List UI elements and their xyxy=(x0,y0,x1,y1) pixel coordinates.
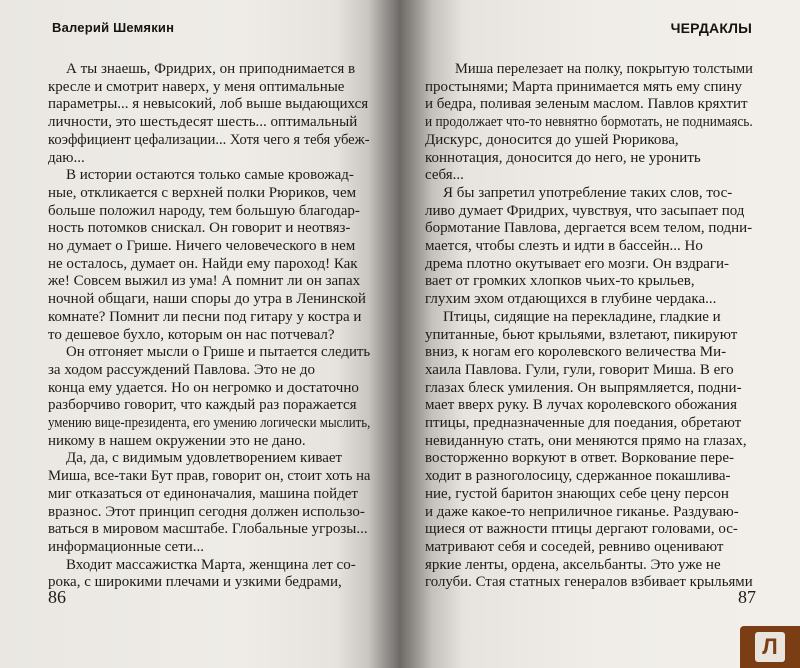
text-line: кресле и смотрит наверх, у меня оптимальные xyxy=(48,78,345,95)
text-line: коэффициент цефализации... Хотя чего я тебя убеж- xyxy=(48,131,370,148)
text-line: мает вверх руку. В лучах королевского обожания xyxy=(425,397,737,414)
text-line: Он отгоняет мысли о Грише и пытается следить xyxy=(66,344,371,361)
text-line: комнате? Помнит ли песни под гитару у костра и xyxy=(48,308,362,325)
text-line: же! Совсем выжил из ума! А помнит ли он запах xyxy=(48,273,361,290)
text-line: даю... xyxy=(48,149,85,166)
text-line: упитанные, бьют крыльями, взлетают, пикируют xyxy=(425,326,738,343)
text-line: умению вице-президента, его умению логически мыслить, xyxy=(48,415,371,431)
text-line: ные, откликается с верхней полки Рюриков, чем xyxy=(48,184,357,201)
text-line: ливо думает Фридрих, чувствуя, что засыпает под xyxy=(425,202,745,219)
text-line: голуби. Стая статных генералов взбивает крыльями xyxy=(425,574,753,591)
text-line: Входит массажистка Марта, женщина лет со- xyxy=(66,556,356,573)
text-line: ночной общаги, наши споры до утра в Ленинской xyxy=(48,291,366,308)
author-running-head: Валерий Шемякин xyxy=(52,20,175,35)
text-line: больше положил народу, тем большую благодар- xyxy=(48,202,360,219)
text-line: восторженно воркуют в ответ. Воркование пере- xyxy=(425,450,735,467)
text-line: информационные сети... xyxy=(48,538,205,555)
text-line: глухим эхом отдающихся в глубине чердака... xyxy=(425,291,717,308)
text-line: Птицы, сидящие на перекладине, гладкие и xyxy=(443,308,721,325)
text-line: рока, с широкими плечами и узкими бедрами, xyxy=(48,574,342,591)
text-line: вниз, к ногам его королевского величества Ми- xyxy=(425,344,727,361)
text-line: дрема плотно окутывает его мозги. Он вздраги- xyxy=(425,255,730,272)
text-line: Миша перелезает на полку, покрытую толстыми xyxy=(455,61,753,77)
text-line: птицы, предназначенные для поедания, обретают xyxy=(425,415,742,431)
text-line: щиеся от важности птицы дергают головами, ос- xyxy=(425,521,738,538)
text-line: мается, чтобы слезть и идти в бассейн... Но xyxy=(425,238,703,254)
publisher-logo xyxy=(740,626,800,668)
text-line: ность потомков снискал. Он говорит и неотвяз- xyxy=(48,220,351,237)
text-line: никому в нашем окружении это не дано. xyxy=(48,432,306,449)
text-line: миг отказаться от единоначалия, машина пойдет xyxy=(48,485,358,502)
text-line: яркие ленты, ордена, аксельбанты. Это уже не xyxy=(425,556,721,573)
text-line: личности, это шестьдесят шесть... оптимальный xyxy=(48,114,358,131)
text-line: не осталось, думает он. Найди ему пароход! Как xyxy=(48,255,358,272)
text-line: В истории остаются только самые кровожад- xyxy=(66,167,354,184)
title-running-head: ЧЕРДАКЛЫ xyxy=(670,20,752,36)
text-line: себя... xyxy=(425,167,464,184)
text-line: А ты знаешь, Фридрих, он приподнимается в xyxy=(66,61,356,77)
text-line: ние, густой баритон знающих себе цену персон xyxy=(425,485,729,502)
text-line: коннотация, доносится до него, не уронить xyxy=(425,149,701,166)
text-line: конца ему удается. Но он негромко и достаточно xyxy=(48,379,359,396)
text-line: глазах блеск умиления. Он выпрямляется, подни- xyxy=(425,379,742,396)
text-line: но думает о Грише. Ничего человеческого в нем xyxy=(48,238,356,254)
text-line: и даже какое-то неприличное гиканье. Раздуваю- xyxy=(425,503,739,520)
text-line: Дискурс, доносится до ушей Рюрикова, xyxy=(425,131,679,148)
right-page-number: 87 xyxy=(738,587,756,607)
text-line: и бедра, поливая зеленым маслом. Павлов кряхтит xyxy=(425,96,748,113)
text-line: матривают себя и соседей, ревниво оценивают xyxy=(425,538,724,555)
text-line: простынями; Марта принимается мять ему спину xyxy=(425,78,743,95)
text-line: хаила Павлова. Гули, гули, говорит Миша. В его xyxy=(425,361,734,378)
text-line: Я бы запретил употребление таких слов, тос- xyxy=(443,184,733,201)
text-line: Миша, все-таки Бут прав, говорит он, стоит хоть на xyxy=(48,468,371,485)
text-line: то дешевое бухло, которым он нас потчевал? xyxy=(48,326,335,343)
text-line: разборчиво говорит, что каждый раз поражается xyxy=(48,397,357,414)
text-line: и продолжает что-то невнятно бормотать, не поднимаясь. xyxy=(425,114,753,131)
text-line: ваться в мировом масштабе. Глобальные угрозы... xyxy=(48,521,368,538)
text-line: ходит в разноголосицу, сдержанное покашлива- xyxy=(425,468,731,485)
text-line: вразнос. Этот принцип сегодня должен использо- xyxy=(48,503,365,520)
text-line: Да, да, с видимым удовлетворением кивает xyxy=(66,450,343,467)
text-line: вает от громких хлопков чьих-то крыльев, xyxy=(425,273,695,290)
text-line: за ходом рассуждений Павлова. Это не до xyxy=(48,361,315,378)
left-page-number: 86 xyxy=(48,587,66,607)
text-line: бормотание Павлова, дергается всем телом, подни- xyxy=(425,220,753,237)
text-line: невиданную стать, они меняются прямо на глазах, xyxy=(425,432,747,449)
text-line: параметры... я невысокий, лоб выше выдающихся xyxy=(48,96,369,113)
publisher-logo-icon: Л xyxy=(755,632,785,662)
